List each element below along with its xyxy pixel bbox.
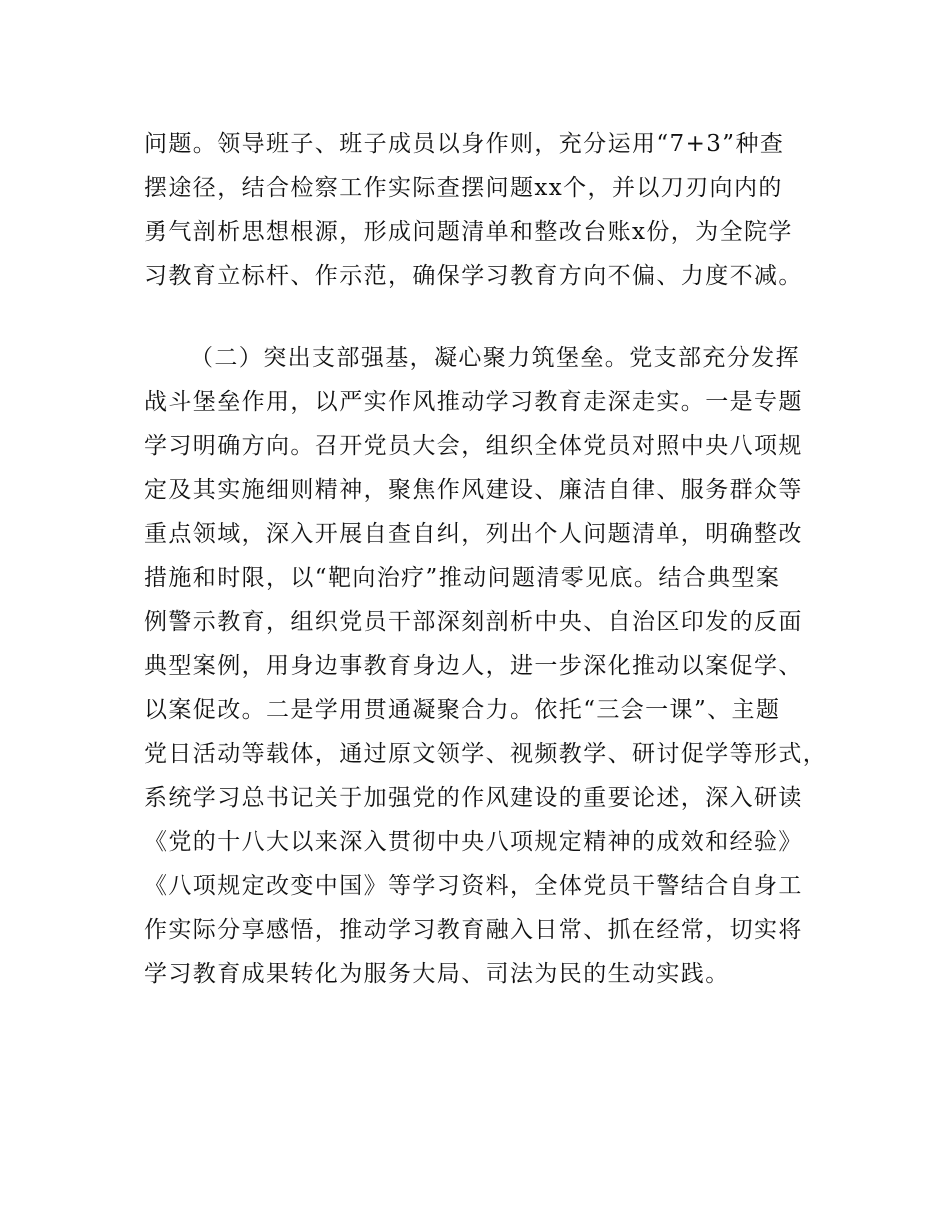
paragraph-line: 措施和时限，以“靶向治疗”推动问题清零见底。结合典型案 bbox=[144, 565, 781, 591]
paragraph-line: 党日活动等载体，通过原文领学、视频教学、研讨促学等形式， bbox=[144, 741, 828, 767]
paragraph-line: 以案促改。二是学用贯通凝聚合力。依托“三会一课”、主题 bbox=[144, 697, 781, 723]
paragraph-line: 勇气剖析思想根源，形成问题清单和整改台账x份，为全院学 bbox=[144, 219, 793, 245]
paragraph-line: 习教育立标杆、作示范，确保学习教育方向不偏、力度不减。 bbox=[144, 263, 803, 289]
paragraph-line: 学习教育成果转化为服务大局、司法为民的生动实践。 bbox=[144, 961, 730, 987]
paragraph-line: 战斗堡垒作用，以严实作风推动学习教育走深走实。一是专题 bbox=[144, 389, 803, 415]
paragraph-line: 重点领域，深入开展自查自纠，列出个人问题清单，明确整改 bbox=[144, 521, 803, 547]
paragraph-line: 例警示教育，组织党员干部深刻剖析中央、自治区印发的反面 bbox=[144, 609, 803, 635]
paragraph-line: 学习明确方向。召开党员大会，组织全体党员对照中央八项规 bbox=[144, 433, 803, 459]
paragraph-line: 定及其实施细则精神，聚焦作风建设、廉洁自律、服务群众等 bbox=[144, 477, 803, 503]
paragraph-line: 《党的十八大以来深入贯彻中央八项规定精神的成效和经验》 bbox=[144, 829, 803, 855]
paragraph-line: 问题。领导班子、班子成员以身作则，充分运用“7+3”种查 bbox=[144, 131, 785, 157]
paragraph-line: 典型案例，用身边事教育身边人，进一步深化推动以案促学、 bbox=[144, 653, 803, 679]
paragraph-line: 《八项规定改变中国》等学习资料，全体党员干警结合自身工 bbox=[144, 873, 803, 899]
paragraph-line: （二）突出支部强基，凝心聚力筑堡垒。党支部充分发挥 bbox=[190, 345, 800, 371]
paragraph-line: 系统学习总书记关于加强党的作风建设的重要论述，深入研读 bbox=[144, 785, 803, 811]
paragraph-line: 摆途径，结合检察工作实际查摆问题xx个，并以刀刃向内的 bbox=[144, 175, 783, 201]
paragraph-line: 作实际分享感悟，推动学习教育融入日常、抓在经常，切实将 bbox=[144, 917, 803, 943]
